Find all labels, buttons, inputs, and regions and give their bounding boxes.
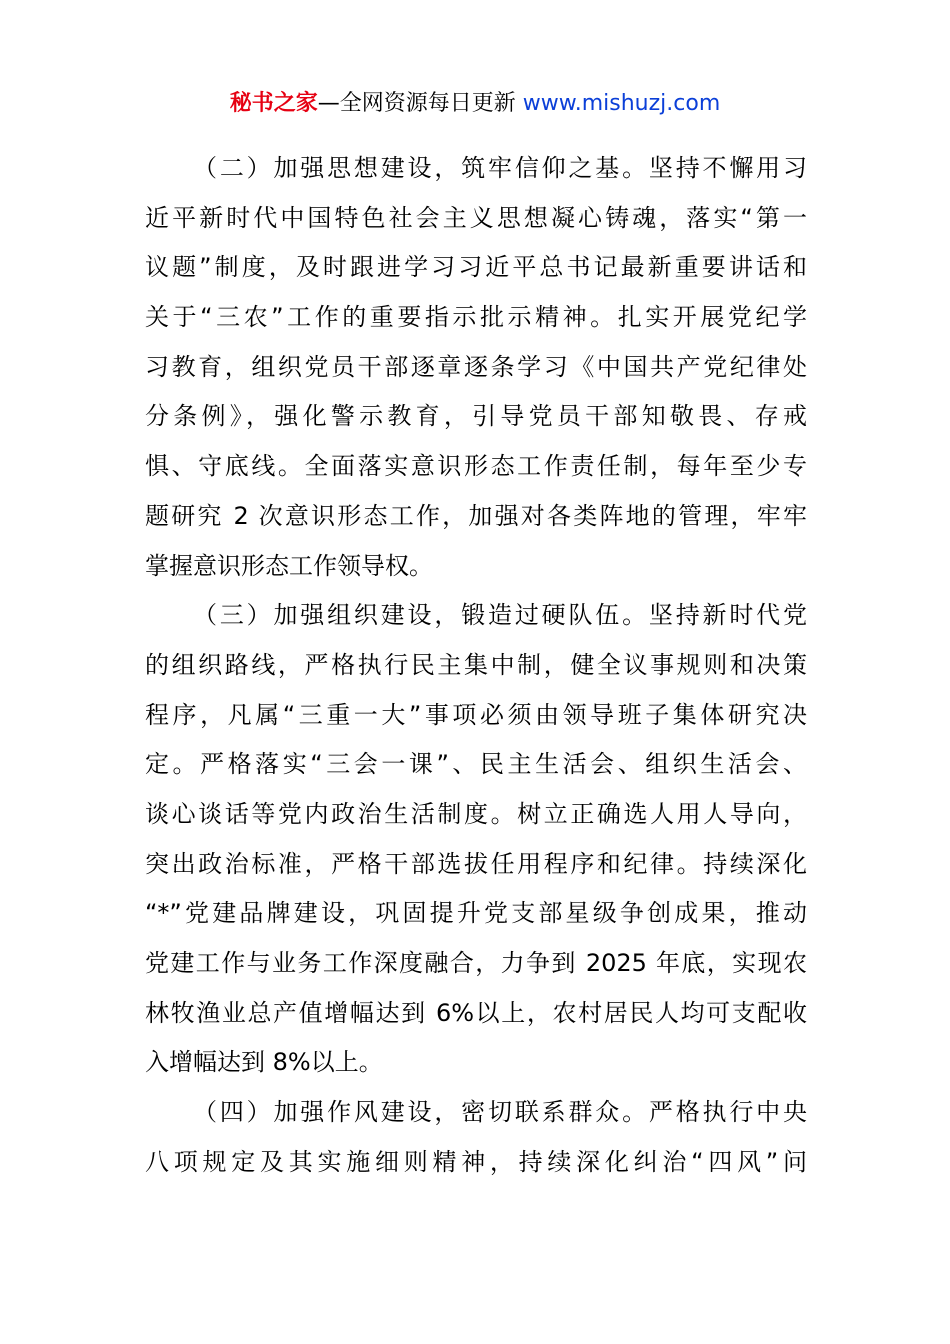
paragraph-line: 谈心谈话等党内政治生活制度。树立正确选人用人导向， xyxy=(145,799,807,828)
paragraph-line: 党建工作与业务工作深度融合，力争到 2025 年底，实现农 xyxy=(145,949,807,977)
paragraph-line: 程序，凡属“三重一大”事项必须由领导班子集体研究决 xyxy=(145,700,807,729)
document-body xyxy=(145,144,807,1187)
paragraph-line: 定。严格落实“三会一课”、民主生活会、组织生活会、 xyxy=(145,750,807,779)
paragraph-line: 分条例》，强化警示教育，引导党员干部知敬畏、存戒 xyxy=(145,402,807,431)
paragraph-line: 八项规定及其实施细则精神，持续深化纠治“四风”问 xyxy=(145,1147,807,1176)
paragraph-line: （三）加强组织建设，锻造过硬队伍。坚持新时代党 xyxy=(193,601,807,630)
brand-name: 秘书之家 xyxy=(229,91,318,116)
paragraph-line: 突出政治标准，严格干部选拔任用程序和纪律。持续深化 xyxy=(145,849,807,878)
paragraph-line: 掌握意识形态工作领导权。 xyxy=(145,551,433,580)
paragraph-line: 林牧渔业总产值增幅达到 6%以上，农村居民人均可支配收 xyxy=(145,998,807,1027)
paragraph-line: “*”党建品牌建设，巩固提升党支部星级争创成果，推动 xyxy=(145,899,807,928)
paragraph-line: 近平新时代中国特色社会主义思想凝心铸魂，落实“第一 xyxy=(145,203,807,232)
paragraph-line: 入增幅达到 8%以上。 xyxy=(145,1048,383,1077)
paragraph-line: 习教育，组织党员干部逐章逐条学习《中国共产党纪律处 xyxy=(145,352,807,381)
paragraph-line: 题研究 2 次意识形态工作，加强对各类阵地的管理，牢牢 xyxy=(145,501,807,530)
page-header xyxy=(0,88,950,120)
paragraph-line: 议题”制度，及时跟进学习习近平总书记最新重要讲话和 xyxy=(145,253,807,282)
paragraph-line: （二）加强思想建设，筑牢信仰之基。坚持不懈用习 xyxy=(193,154,807,182)
header-tagline: —全网资源每日更新 xyxy=(317,91,523,116)
paragraph-line: 惧、守底线。全面落实意识形态工作责任制，每年至少专 xyxy=(145,452,807,481)
paragraph-line: （四）加强作风建设，密切联系群众。严格执行中央 xyxy=(193,1098,807,1127)
paragraph-line: 的组织路线，严格执行民主集中制，健全议事规则和决策 xyxy=(145,650,807,679)
website-url: www.mishuzj.com xyxy=(522,91,721,116)
paragraph-line: 关于“三农”工作的重要指示批示精神。扎实开展党纪学 xyxy=(145,303,807,332)
